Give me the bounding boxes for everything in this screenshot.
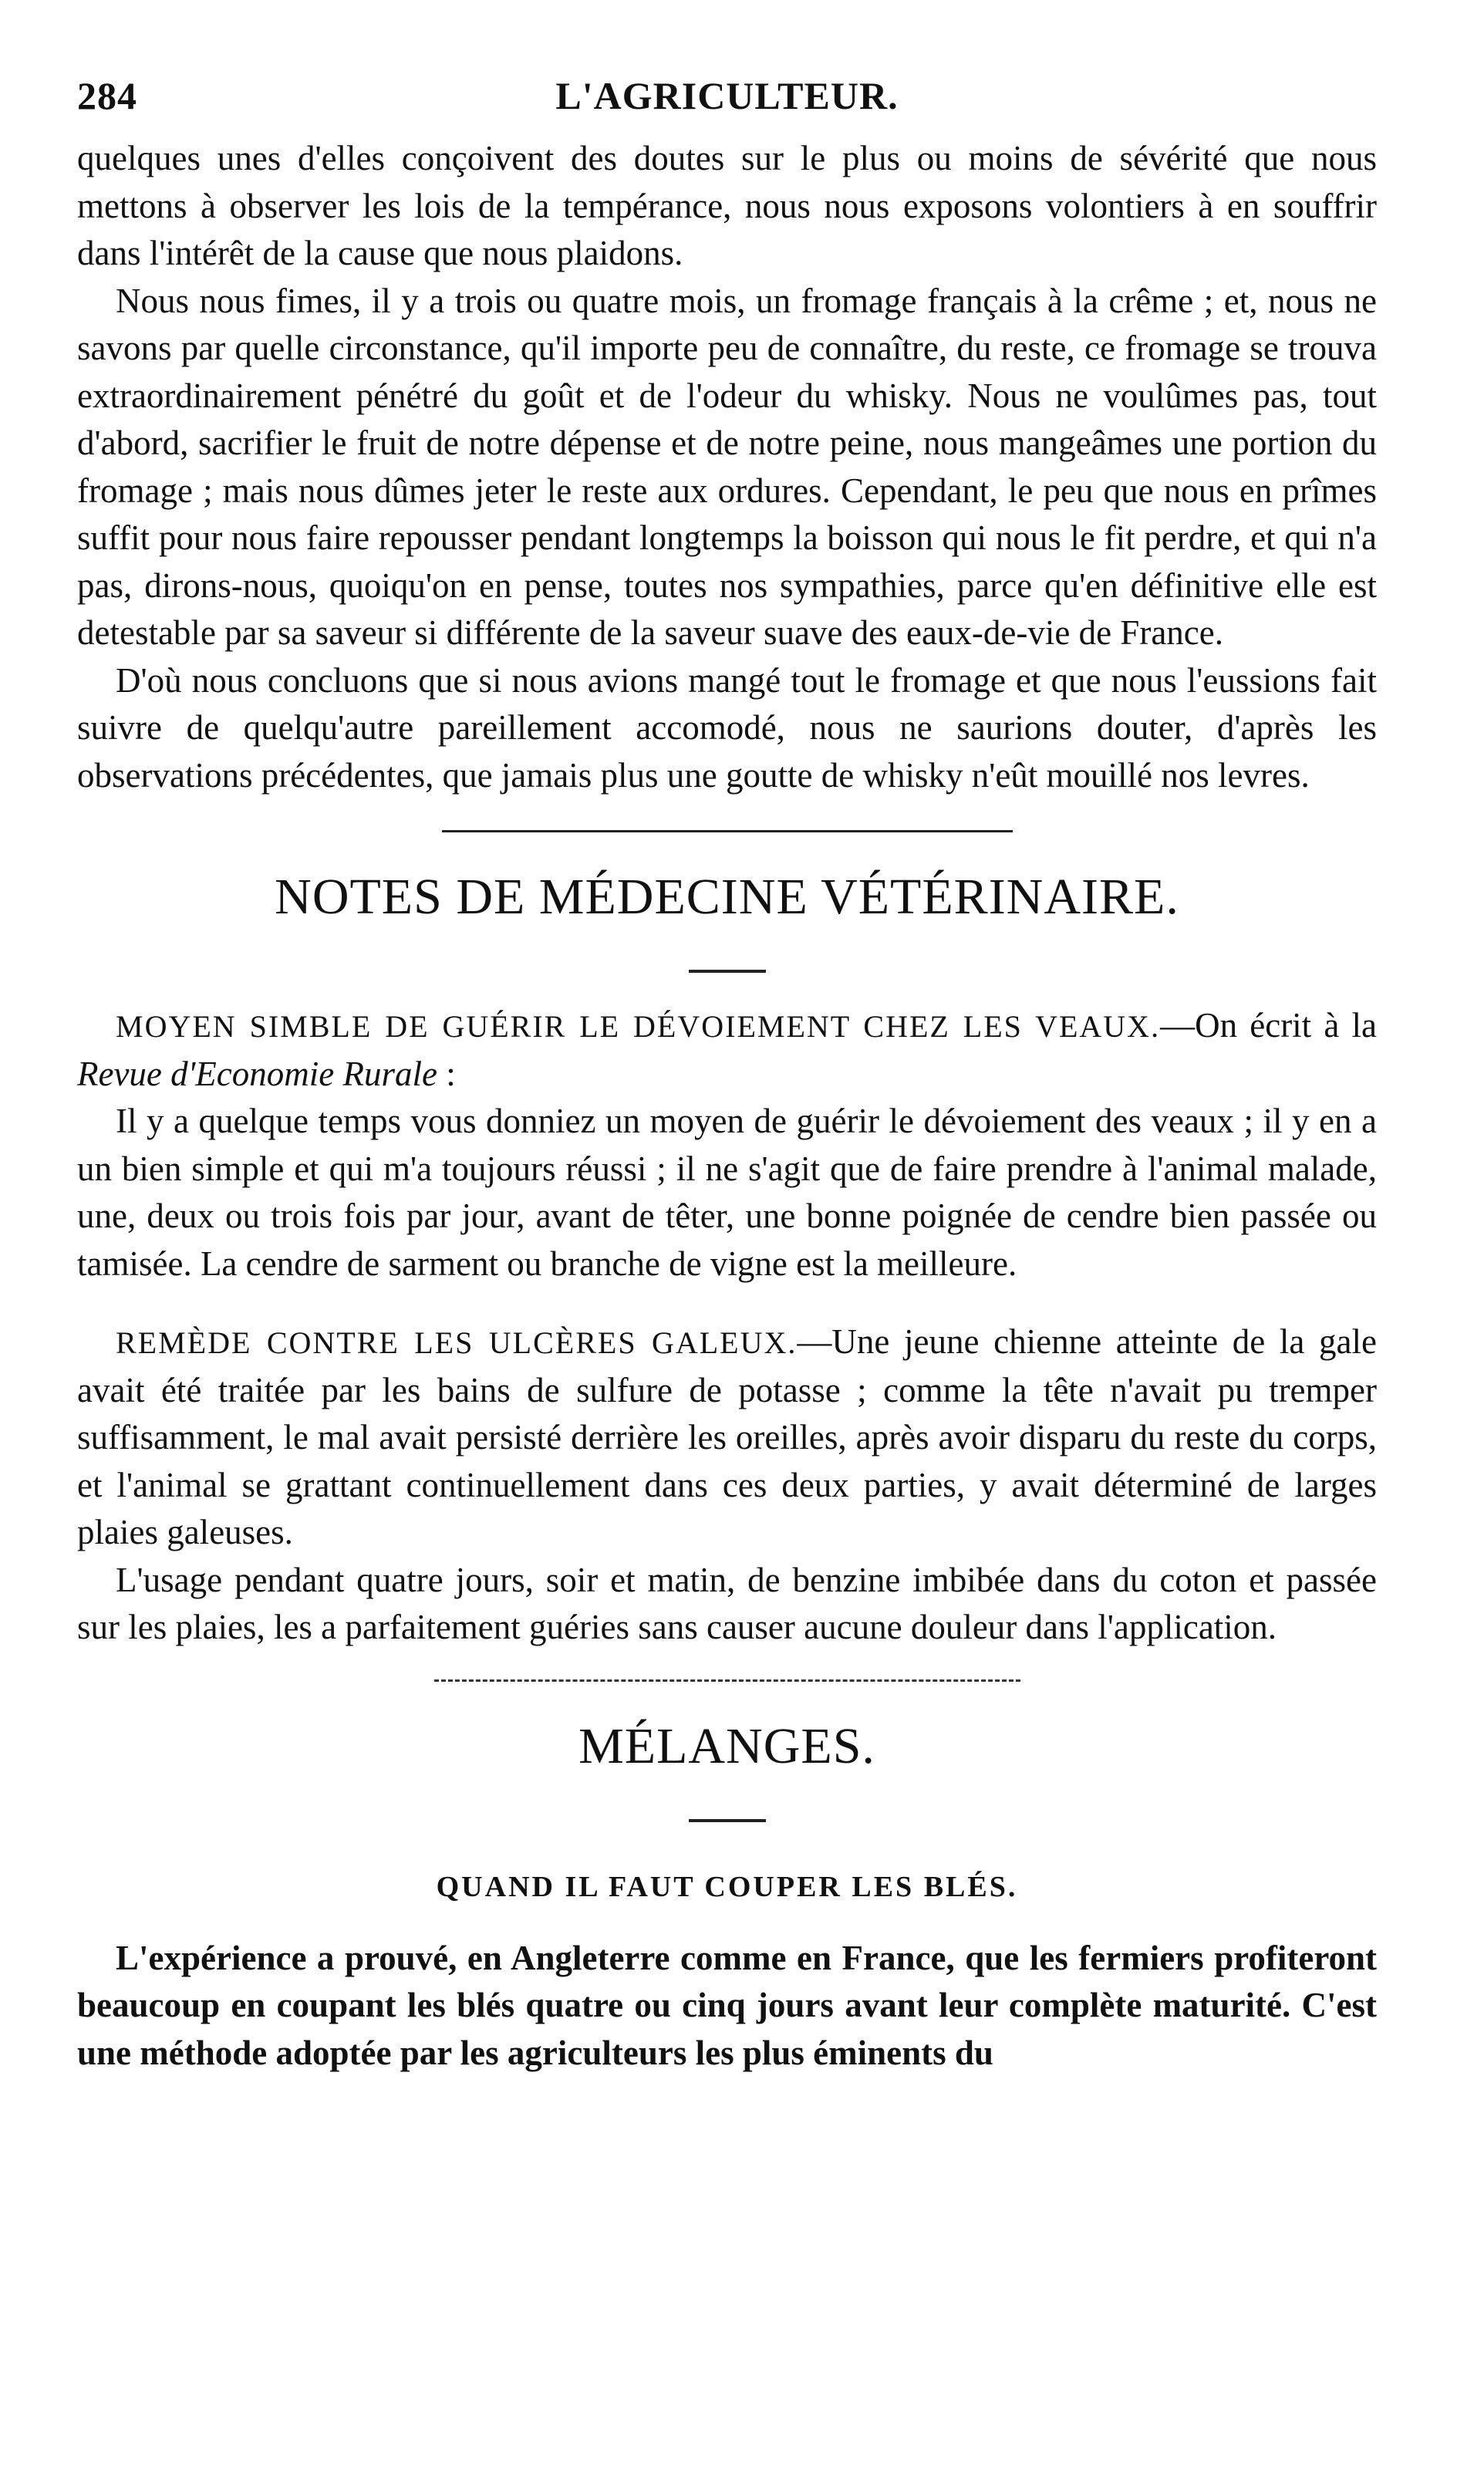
section-divider <box>442 830 1013 832</box>
calves-remedy-intro <box>77 1002 1377 1098</box>
mange-remedy-paragraph <box>77 1318 1377 1557</box>
calves-remedy-title: MOYEN SIMBLE DE GUÉRIR LE DÉVOIEMENT CHEZ LES VEAUX. <box>116 1009 1161 1044</box>
calves-remedy-intro-text: —On écrit à la <box>1160 1006 1377 1045</box>
journal-title: L'AGRICULTEUR. <box>555 74 899 117</box>
calves-remedy-body: Il y a quelque temps vous donniez un moyen de guérir le dévoiement des veaux ; il y en a un bien simple et qui m'a toujours réussi ; il ne s'agit que de faire prendre à l'animal malade, une, deux ou trois fois par jour, avant de têter, une bonne poignée de cendre bien passée ou tamisée. La cendre de sarment ou branche de vigne est la meilleure. <box>77 1102 1377 1283</box>
mange-remedy-title: REMÈDE CONTRE LES ULCÈRES GALEUX. <box>116 1325 798 1360</box>
veterinary-section-heading: NOTES DE MÉDECINE VÉTÉRINAIRE. <box>275 869 1179 925</box>
running-head <box>77 73 1377 135</box>
page-number: 284 <box>77 74 137 117</box>
calves-remedy-intro-end: : <box>437 1054 456 1093</box>
conclusion-paragraph: D'où nous concluons que si nous avions mangé tout le fromage et que nous l'eussions fait suivre de quelqu'autre pareillement accomodé, nous ne saurions douter, d'après les observations précédentes, que jamais plus une goutte de whisky n'eût mouillé nos levres. <box>77 660 1377 795</box>
continued-paragraph: quelques unes d'elles conçoivent des doutes sur le plus ou moins de sévérité que nous mettons à observer les lois de la tempérance, nous nous exposons volontiers à en souffrir dans l'intérêt de la cause que nous plaidons. <box>77 139 1377 272</box>
section-divider-dashed <box>434 1679 1020 1682</box>
wheat-subheading <box>77 1870 1377 1904</box>
wheat-paragraph: L'expérience a prouvé, en Angleterre comme en France, que les fermiers profiteront beaucoup en coupant les blés quatre ou cinq jours avant leur complète maturité. C'est une méthode adoptée par les agriculteurs les plus éminents du <box>77 1938 1377 2072</box>
journal-source: Revue d'Economie Rurale <box>77 1054 437 1093</box>
mange-remedy-text: —Une jeune chienne atteinte de la gale avait été traitée par les bains de sulfure de potasse ; comme la tête n'avait pu tremper suffisamment, le mal avait persisté derrière les oreilles, après avoir disparu du reste du corps, et l'animal se grattant continuellement dans ces deux parties, y avait déterminé de larges plaies galeuses. <box>77 1322 1377 1551</box>
book-page <box>77 73 1377 2077</box>
mange-remedy-body: L'usage pendant quatre jours, soir et matin, de benzine imbibée dans du coton et passée sur les plaies, les a parfaitement guéries sans causer aucune douleur dans l'application. <box>77 1560 1377 1646</box>
melanges-section-heading: MÉLANGES. <box>578 1717 875 1774</box>
heading-rule <box>689 970 766 973</box>
wheat-subheading-text: QUAND IL FAUT COUPER LES BLÉS. <box>436 1870 1018 1903</box>
heading-rule <box>689 1819 766 1822</box>
cheese-paragraph: Nous nous fimes, il y a trois ou quatre mois, un fromage français à la crême ; et, nous ne savons par quelle circonstance, qu'il importe peu de connaître, du reste, ce fromage se trouva extraordinairement pénétré du goût et de l'odeur du whisky. Nous ne voulûmes pas, tout d'abord, sacrifier le fruit de notre dépense et de notre peine, nous mangeâmes une portion du fromage ; mais nous dûmes jeter le reste aux ordures. Cependant, le peu que nous en prîmes suffit pour nous faire repousser pendant longtemps la boisson qui nous le fit perdre, et qui n'a pas, dirons-nous, quoiqu'on en pense, toutes nos sympathies, parce qu'en définitive elle est detestable par sa saveur si différente de la saveur suave des eaux-de-vie de France. <box>77 281 1377 652</box>
